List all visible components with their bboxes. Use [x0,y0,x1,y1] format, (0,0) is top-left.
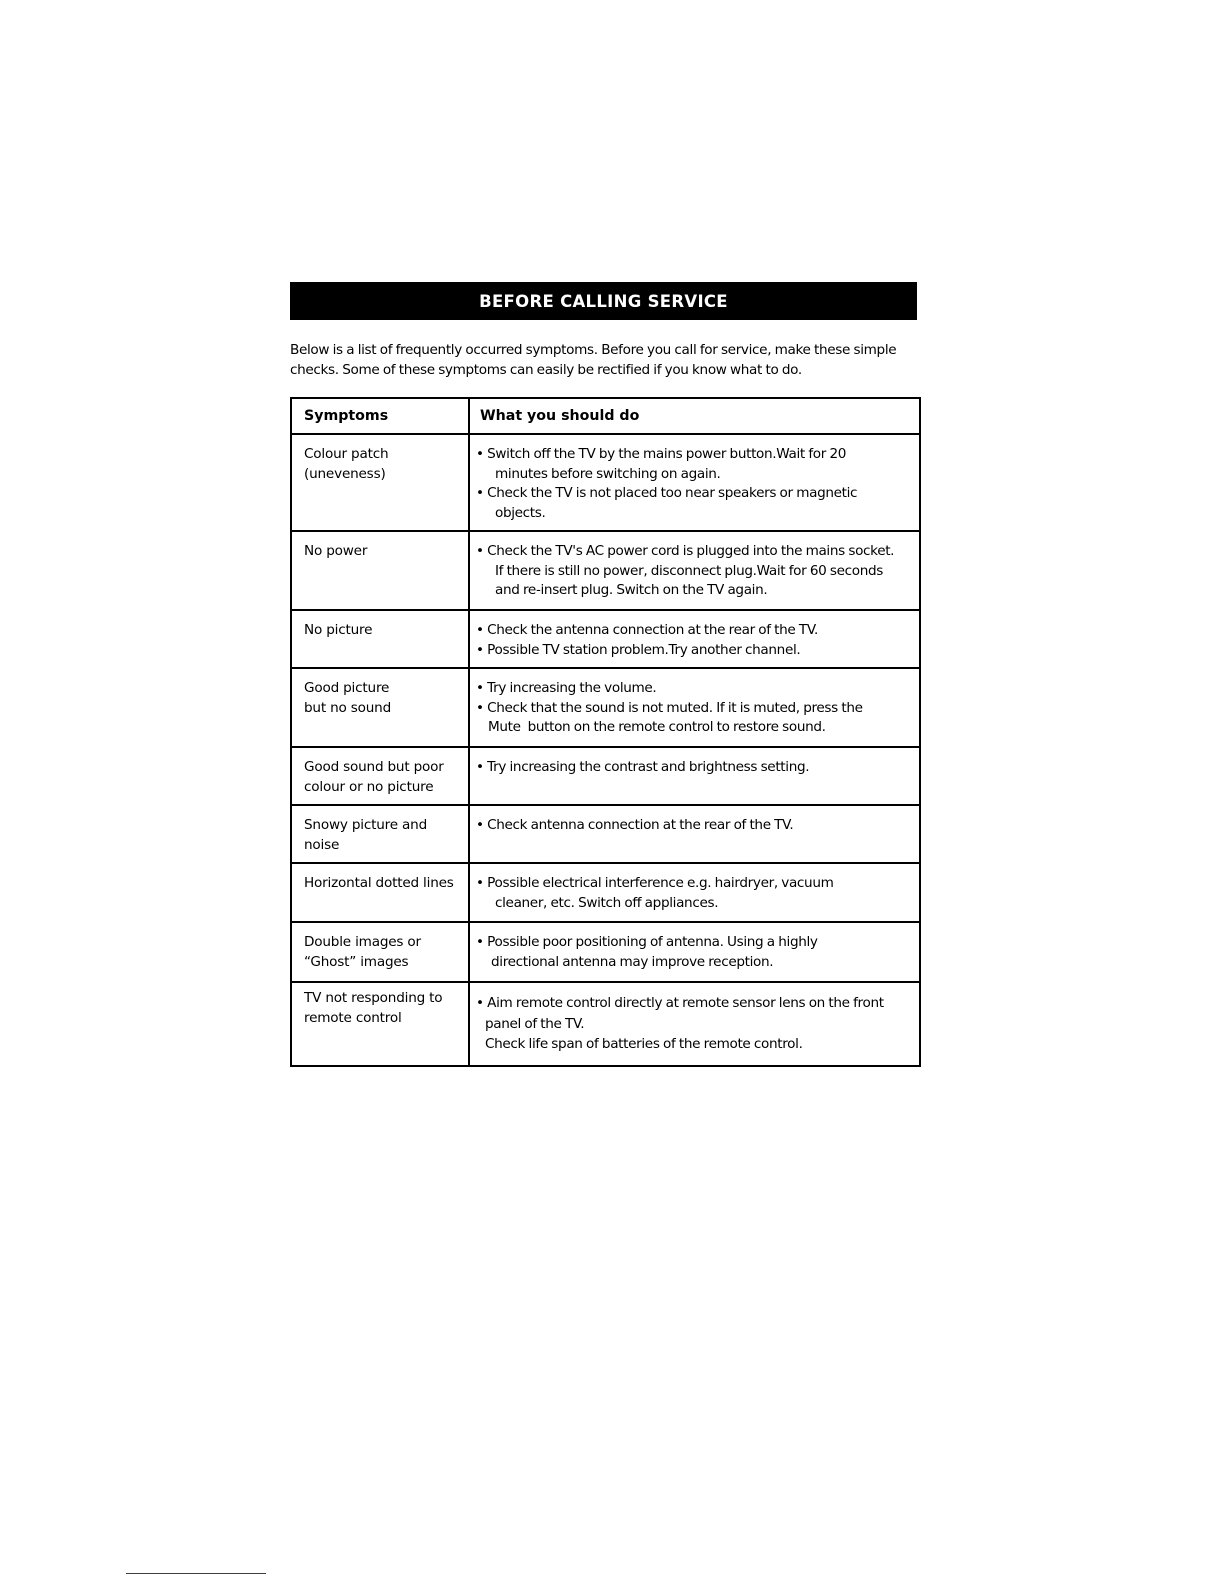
intro-line: checks. Some of these symptoms can easily be rectified if you know what to do. [290,361,802,378]
action-cell [469,863,920,922]
symptom-line: Double images or [304,934,421,950]
symptom-cell [291,434,469,531]
action-line: Mute button on the remote control to restore sound. [488,719,826,736]
action-cell [469,531,920,610]
action-line: objects. [495,504,546,521]
symptom-line: (uneveness) [304,465,386,482]
symptom-line: “Ghost” images [304,953,409,970]
table-row [291,610,920,668]
symptom-cell [291,610,469,668]
symptom-cell [291,805,469,863]
symptom-line: remote control [304,1009,402,1026]
action-line: • Possible TV station problem.Try another channel. [476,641,915,661]
symptom-cell [291,922,469,982]
action-line: • Switch off the TV by the mains power button.Wait for 20 [476,445,915,465]
symptom-line: No picture [304,622,373,638]
intro-line: Below is a list of frequently occurred symptoms. Before you call for service, make these simple [290,342,897,358]
action-line: • Check the TV is not placed too near speakers or magnetic [476,484,915,504]
table-row [291,982,920,1066]
table-row [291,531,920,610]
action-line: • Check the TV's AC power cord is plugged into the mains socket. [476,542,915,562]
service-page [290,282,919,1067]
symptom-line: Good picture [304,680,390,696]
table-row [291,668,920,747]
symptom-line: No power [304,543,368,559]
symptom-cell [291,668,469,747]
action-line: • Check antenna connection at the rear of the TV. [476,816,915,836]
action-cell [469,922,920,982]
action-cell [469,668,920,747]
symptom-cell [291,863,469,922]
intro-paragraph [290,341,917,380]
action-line: panel of the TV. [485,1015,585,1032]
action-line: minutes before switching on again. [495,465,721,482]
action-line: cleaner, etc. Switch off appliances. [495,894,719,911]
action-cell [469,982,920,1066]
symptom-cell [291,531,469,610]
table-row [291,863,920,922]
action-line: and re-insert plug. Switch on the TV again. [495,582,768,599]
bottom-rule [126,1573,266,1574]
action-line: • Try increasing the volume. [476,679,915,699]
symptom-line: Horizontal dotted lines [304,875,454,891]
table-row [291,434,920,531]
action-cell [469,434,920,531]
header-symptoms: Symptoms [291,398,469,434]
table-row [291,805,920,863]
action-line: • Check that the sound is not muted. If it is muted, press the [476,699,915,719]
symptom-line: colour or no picture [304,778,434,795]
symptom-line: but no sound [304,699,392,716]
symptom-line: Snowy picture and [304,817,428,833]
troubleshooting-table [290,397,921,1067]
action-cell [469,805,920,863]
symptom-cell [291,982,469,1066]
action-line: • Possible electrical interference e.g. hairdryer, vacuum [476,874,915,894]
symptom-line: TV not responding to [304,990,443,1006]
header-what-to-do: What you should do [469,398,920,434]
symptom-line: Good sound but poor [304,759,444,775]
symptom-line: noise [304,836,340,853]
action-line: • Try increasing the contrast and brightness setting. [476,758,915,778]
action-line: directional antenna may improve reception. [491,953,774,970]
action-line: Check life span of batteries of the remote control. [485,1036,803,1052]
table-row [291,747,920,805]
action-line: • Check the antenna connection at the rear of the TV. [476,621,915,641]
action-cell [469,747,920,805]
symptom-line: Colour patch [304,446,389,462]
action-cell [469,610,920,668]
symptom-cell [291,747,469,805]
action-line: If there is still no power, disconnect plug.Wait for 60 seconds [495,562,883,579]
table-row [291,922,920,982]
table-header-row [291,398,920,434]
action-line: • Possible poor positioning of antenna. Using a highly [476,933,915,953]
page-title: BEFORE CALLING SERVICE [290,282,917,320]
action-line: • Aim remote control directly at remote sensor lens on the front [476,993,915,1014]
